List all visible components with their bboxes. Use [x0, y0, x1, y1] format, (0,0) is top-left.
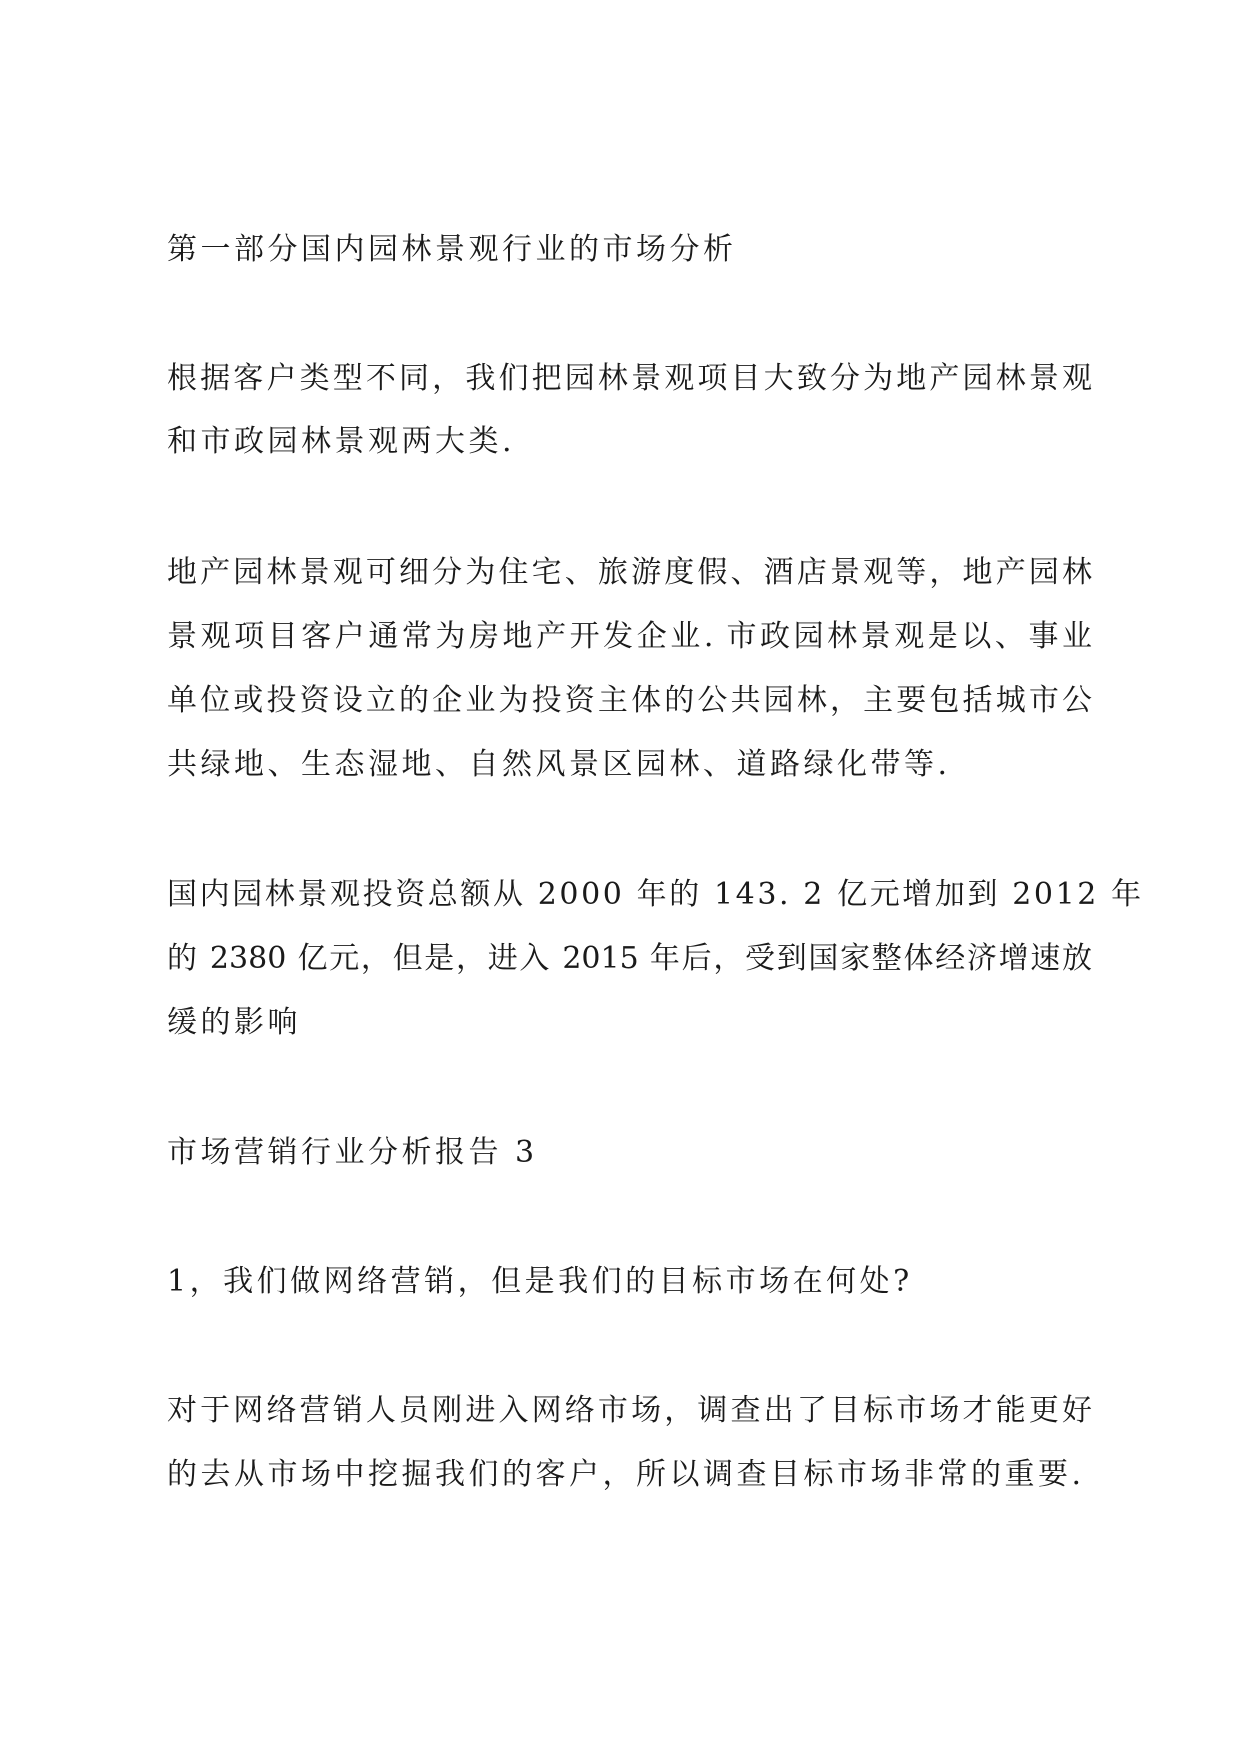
- paragraph-line: 和市政园林景观两大类.: [167, 424, 516, 459]
- paragraph-line: 单位或投资设立的企业为投资主体的公共园林，主要包括城市公: [167, 683, 1092, 718]
- paragraph-line: 的 2380 亿元，但是，进入 2015 年后，受到国家整体经济增速放: [167, 941, 1092, 976]
- paragraph-line: 对于网络营销人员刚进入网络市场，调查出了目标市场才能更好: [167, 1393, 1092, 1428]
- paragraph-line: 根据客户类型不同，我们把园林景观项目大致分为地产园林景观: [167, 361, 1092, 396]
- paragraph-line: 地产园林景观可细分为住宅、旅游度假、酒店景观等，地产园林: [167, 555, 1092, 590]
- paragraph-line: 缓的影响: [167, 1005, 301, 1040]
- section-heading: 市场营销行业分析报告 3: [167, 1135, 538, 1170]
- section-heading: 第一部分国内园林景观行业的市场分析: [167, 232, 737, 267]
- paragraph-line: 景观项目客户通常为房地产开发企业. 市政园林景观是以、事业: [167, 619, 1092, 654]
- paragraph-line: 共绿地、生态湿地、自然风景区园林、道路绿化带等.: [167, 747, 951, 782]
- paragraph-line: 国内园林景观投资总额从 2000 年的 143. 2 亿元增加到 2012 年: [167, 877, 1144, 912]
- paragraph-line: 的去从市场中挖掘我们的客户，所以调查目标市场非常的重要.: [167, 1457, 1085, 1492]
- question-line: 1，我们做网络营销，但是我们的目标市场在何处?: [167, 1264, 913, 1299]
